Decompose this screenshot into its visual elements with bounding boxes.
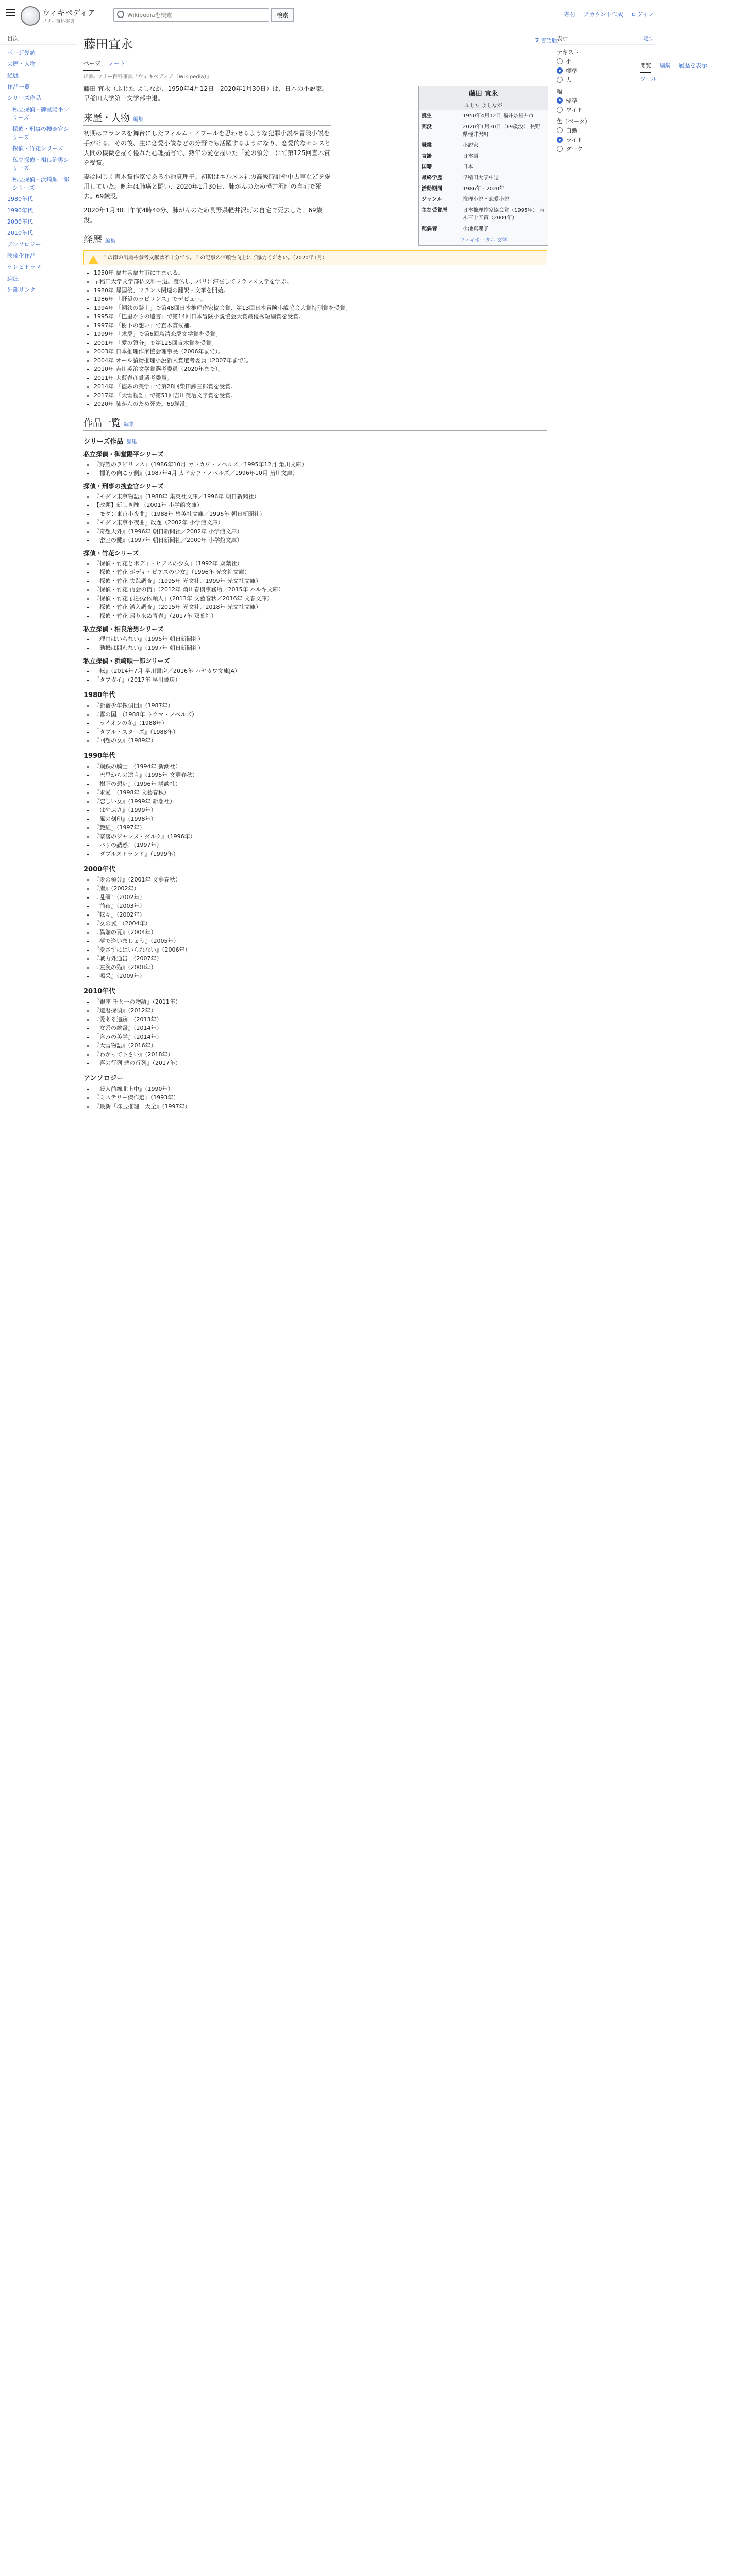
radio-label: ワイド (566, 107, 583, 113)
work-item: • 『艶紅』（1997年） (94, 823, 547, 832)
radio-icon[interactable] (557, 146, 563, 152)
toc-item[interactable]: アンソロジー (7, 241, 41, 248)
career-item: • 1986年 「野望のラビリンス」でデビュー。 (94, 295, 547, 303)
work-item: • 『喜の行列 悲の行列』（2017年） (94, 1059, 547, 1067)
work-item: • 『樹下の想い』（1996年 講談社） (94, 779, 547, 788)
source-line: 出典: フリー百科事典『ウィキペディア（Wikipedia）』 (83, 74, 212, 80)
work-list (83, 667, 547, 684)
login-link[interactable]: ログイン (631, 11, 653, 18)
toc-item[interactable]: 探偵・竹花シリーズ (12, 145, 63, 152)
work-item: • 『ダブルストランド』（1999年） (94, 850, 547, 858)
radio-option[interactable] (557, 66, 655, 75)
work-item: • 『還暦探偵』（2012年） (94, 1006, 547, 1015)
site-name: ウィキペディア (42, 8, 95, 18)
decade-heading: 2010年代 (83, 988, 116, 995)
radio-icon[interactable] (557, 137, 563, 143)
work-item: • 『風の刻印』（1998年） (94, 815, 547, 823)
work-list (83, 460, 547, 478)
search-input[interactable] (126, 10, 262, 20)
radio-label: 自動 (566, 127, 577, 134)
user-links (558, 10, 653, 19)
infobox-value: 1950年4月12日 福井県福井市 (463, 113, 534, 119)
work-item: • 『鋼鉄の騎士』（1994年 新潮社） (94, 762, 547, 771)
work-list (83, 559, 547, 620)
toc-item[interactable]: 私立探偵・浜崎順一郎シリーズ (12, 176, 69, 191)
work-item: • 『探偵・竹花 帰り来ぬ青春』（2017年 双葉社） (94, 612, 547, 620)
work-item: • 『喝采』（2009年） (94, 972, 547, 980)
edit-link[interactable]: 編集 (133, 117, 143, 123)
section-heading-career: 経歴 編集 (83, 232, 547, 247)
career-item: • 2010年 吉川英治文学賞選考委員（2020年まで）。 (94, 365, 547, 374)
career-item: • 2003年 日本推理作家協会理事長（2006年まで）。 (94, 347, 547, 356)
work-item: • 『野望のラビリンス』（1986年10月 カドカワ・ノベルズ／1995年12月 角川文庫） (94, 460, 547, 469)
work-item: • 『探偵・竹花 失踪調査』（1995年 光文社／1999年 光文社文庫） (94, 577, 547, 585)
edit-link[interactable]: 編集 (124, 422, 134, 428)
toc-item[interactable]: 探偵・刑事の捜査官シリーズ (12, 126, 69, 141)
work-item: • 『探偵・竹花 潜入調査』（2015年 光文社／2018年 光文社文庫） (94, 603, 547, 612)
work-item: • 『巴里からの遺言』（1995年 文藝春秋） (94, 771, 547, 779)
globe-icon (21, 6, 40, 26)
radio-label: 標準 (566, 67, 577, 74)
work-item: • 『パリの誘惑』（1997年） (94, 841, 547, 850)
work-item: • 『探偵・竹花 孤独な依頼人』（2013年 文藝春秋／2016年 文春文庫） (94, 594, 547, 603)
infobox-row (419, 150, 548, 161)
work-item: • 『回想の女』（1989年） (94, 736, 547, 745)
infobox-value: 2020年1月30日（69歳没） 長野県軽井沢町 (463, 124, 541, 138)
career-list (83, 268, 547, 409)
work-item: • 『大雪物語』（2016年） (94, 1041, 547, 1050)
section-heading-bio: 来歴・人物 編集 (83, 111, 331, 126)
radio-label: 標準 (566, 97, 577, 104)
series-heading: 探偵・竹花シリーズ (83, 550, 139, 557)
work-list (83, 635, 547, 652)
work-item: • 『戦力外通告』（2007年） (94, 954, 547, 963)
toc-item[interactable]: 2000年代 (7, 218, 33, 225)
decade-heading: 2000年代 (83, 866, 116, 873)
toc-item[interactable]: テレビドラマ (7, 264, 41, 270)
toc-item[interactable]: 経歴 (7, 72, 19, 79)
radio-option[interactable] (557, 76, 655, 84)
infobox-row (419, 110, 548, 121)
infobox-row (419, 193, 548, 204)
radio-label: ダーク (566, 146, 583, 152)
career-item: • 2014年 「盗みの美学」で第28回柴田錬三郎賞を受賞。 (94, 382, 547, 391)
work-item: • 『新宿少年探偵団』（1987年） (94, 701, 547, 710)
infobox-value: 早稲田大学中退 (463, 175, 499, 181)
search-icon (117, 11, 124, 18)
toc-item[interactable]: 来歴・人物 (7, 61, 36, 67)
work-item: • 『ミステリー傑作選』（1993年） (94, 1093, 547, 1102)
appearance-heading: 表示 (557, 35, 568, 42)
infobox-key: 職業 (422, 143, 432, 148)
work-item: • 『モダン東京小夜曲』改題（2002年 小学館文庫） (94, 518, 547, 527)
work-list (83, 701, 547, 745)
work-item: • 『ライオンの冬』（1988年） (94, 719, 547, 727)
infobox-key: 言語 (422, 154, 432, 159)
work-item: • 『はやぶさ』（1999年） (94, 806, 547, 815)
toc-item[interactable]: 私立探偵・御堂陽平シリーズ (12, 106, 69, 121)
work-item: • 『前夜』（2003年） (94, 902, 547, 910)
work-item: • 『異端の夏』（2004年） (94, 928, 547, 937)
work-item: • 『愛さずにはいられない』（2006年） (94, 945, 547, 954)
work-item: • 『タフガイ』（2017年 早川書房） (94, 675, 547, 684)
work-item: • 『奇想天外』（1996年 朝日新聞社／2002年 小学館文庫） (94, 527, 547, 536)
work-item: • 『探偵・竹花 ボディ・ピアスの少女』（1996年 光文社文庫） (94, 568, 547, 577)
warning-icon (88, 255, 98, 264)
bio-paragraph-1: 初期はフランスを舞台にしたフィルム・ノワールを思わせるような犯罪小説や冒険小説を手がける。その後、主に恋愛小説などの分野でも活躍するようになり、恋愛的なセンスと人間の機微を描く優れた心理描写で、熟年の愛を描いた「愛の領分」にて第125回直木賞を受賞。 (83, 130, 331, 166)
search-button[interactable]: 検索 (271, 8, 294, 22)
toc-item[interactable]: 2010年代 (7, 230, 33, 236)
infobox-value: 1986年 - 2020年 (463, 186, 505, 192)
toc-item[interactable]: ページ先頭 (7, 49, 36, 56)
hide-button[interactable]: 隠す (643, 35, 655, 42)
series-heading: 探偵・刑事の捜査官シリーズ (83, 483, 164, 490)
work-item: • 『探偵・竹花 再会の街』（2012年 角川春樹事務所／2015年 ハルキ文庫） (94, 585, 547, 594)
toc-item[interactable]: 作品一覧 (7, 83, 30, 90)
infobox-key: 配偶者 (422, 226, 437, 232)
work-item: • 『最新「珠玉推理」大全』（1997年） (94, 1102, 547, 1111)
tab-page[interactable]: ページ (83, 57, 100, 71)
work-item: • 『乱調』（2002年） (94, 893, 547, 902)
work-item: • 『転々』（2002年） (94, 910, 547, 919)
decade-heading: アンソロジー (83, 1075, 124, 1082)
section-heading-works: 作品一覧 編集 (83, 416, 547, 431)
infobox-key: 国籍 (422, 164, 432, 170)
infobox-row (419, 223, 548, 233)
top-bar (0, 0, 662, 30)
radio-option[interactable] (557, 96, 655, 105)
toc-item[interactable]: 私立探偵・相良治男シリーズ (12, 157, 69, 172)
toc-item[interactable]: シリーズ作品 (7, 95, 41, 101)
work-item: • 『霧の国』（1988年 トクマ・ノベルズ） (94, 710, 547, 719)
work-list (83, 1084, 547, 1111)
toc-item[interactable]: 1980年代 (7, 196, 33, 202)
radio-option[interactable] (557, 106, 655, 114)
work-item: • 『密室の鍵』（1997年 朝日新聞社／2000年 小学館文庫） (94, 536, 547, 545)
work-item: • 『愛ある追跡』（2013年） (94, 1015, 547, 1024)
infobox-value: 推理小説・恋愛小説 (463, 197, 509, 202)
work-list (83, 997, 547, 1067)
work-list (83, 492, 547, 545)
work-item: • 『モダン東京物語』（1988年 集英社文庫／1996年 朝日新聞社） (94, 492, 547, 501)
infobox-value: 小説家 (463, 143, 478, 148)
infobox-row (419, 204, 548, 223)
series-heading: 私立探偵・浜崎順一郎シリーズ (83, 657, 170, 665)
work-item: • 【改題】新しき醜 （2001年 小学館文庫） (94, 501, 547, 510)
decade-heading: 1990年代 (83, 752, 116, 760)
radio-option[interactable] (557, 145, 655, 153)
infobox-row (419, 172, 548, 182)
option-group-label: 幅 (557, 88, 562, 95)
infobox-name: 藤田 宜永 (419, 86, 548, 100)
tab-read[interactable]: 閲覧 (640, 59, 651, 73)
radio-icon[interactable] (557, 77, 563, 83)
radio-icon[interactable] (557, 97, 563, 104)
infobox-row (419, 182, 548, 193)
toc-item[interactable]: 脚注 (7, 275, 19, 282)
work-item: • 『女系の総督』（2014年） (94, 1024, 547, 1032)
decade-heading: 1980年代 (83, 691, 116, 699)
infobox-row (419, 161, 548, 172)
edit-link[interactable]: 編集 (126, 439, 137, 445)
work-item: • 『夢で逢いましょう』（2005年） (94, 937, 547, 945)
career-item: • 1950年 福井県福井市に生まれる。 (94, 268, 547, 277)
career-item: • 2020年 肺がんのため死去。69歳没。 (94, 400, 547, 409)
language-button[interactable]: 7 言語版 (535, 37, 558, 44)
infobox-key: 死没 (422, 124, 432, 130)
option-group-label: テキスト (557, 49, 579, 56)
toc-heading: 目次 (0, 30, 77, 45)
radio-option[interactable] (557, 57, 655, 65)
bio-paragraph-2: 妻は同じく直木賞作家である小池真理子。初期はエルメス社の高級時計や中古車などを愛用していた。晩年は肺癌と闘い、2020年1月30日、肺がんのため軽井沢町の自宅で死去。69歳没。 (83, 173, 331, 200)
tab-history[interactable]: 履歴を表示 (679, 62, 707, 69)
work-item: • 『左腕の猫』（2008年） (94, 963, 547, 972)
infobox-value: 日本推理作家協会賞（1995年） 直木三十五賞（2001年） (463, 208, 545, 221)
edit-link[interactable]: 編集 (105, 239, 115, 244)
radio-icon[interactable] (557, 107, 563, 113)
donate-link[interactable]: 寄付 (564, 11, 576, 18)
portal-link[interactable]: ウィキポータル 文学 (459, 238, 508, 243)
bio-paragraph-3: 2020年1月30日午前4時40分、肺がんのため長野県軽井沢町の自宅で死去した。69歳没。 (83, 207, 323, 224)
work-item: • 『盗みの美学』（2014年） (94, 1032, 547, 1041)
toc-item[interactable]: 映像化作品 (7, 252, 36, 259)
work-item: • 『虜』（2002年） (94, 884, 547, 893)
work-item: • 『動機は問わない』（1997年 朝日新聞社） (94, 643, 547, 652)
search-box (113, 8, 269, 22)
work-item: • 『殺人前線北上中』（1990年） (94, 1084, 547, 1093)
infobox-value: 小池真理子 (463, 226, 489, 232)
work-item: • 『探偵・竹花とボディ・ピアスの少女』（1992年 双葉社） (94, 559, 547, 568)
radio-icon[interactable] (557, 127, 563, 133)
infobox-key: 主な受賞歴 (422, 208, 447, 213)
infobox-key: ジャンル (422, 197, 442, 202)
career-item: • 早稲田大学文学部仏文科中退。渡仏し、パリに滞在してフランス文学を学ぶ。 (94, 277, 547, 286)
option-group-label: 色（ベータ） (557, 118, 591, 125)
work-item: • 『理由はいらない』（1995年 朝日新聞社） (94, 635, 547, 643)
intro-paragraph: 藤田 宜永（ふじた よしなが、1950年4月12日 - 2020年1月30日）は、日本の小説家。早稲田大学第一文学部中退。 (83, 85, 328, 102)
series-heading: 私立探偵・御堂陽平シリーズ (83, 451, 164, 458)
radio-option[interactable] (557, 135, 655, 144)
career-item: • 2001年 「愛の領分」で第125回直木賞を受賞。 (94, 338, 547, 347)
subsection-heading-series: シリーズ作品 編集 (83, 438, 137, 446)
infobox-key: 最終学歴 (422, 175, 442, 181)
work-list (83, 875, 547, 980)
radio-label: 小 (566, 58, 572, 65)
toc-item[interactable]: 外部リンク (7, 286, 36, 293)
infobox-reading: ふじた よしなが (419, 100, 548, 110)
infobox-key: 誕生 (422, 113, 432, 119)
create-account-link[interactable]: アカウント作成 (583, 11, 624, 18)
toc-sidebar (0, 30, 77, 295)
career-item: • 2017年 「大雪物語」で第51回吉川英治文学賞を受賞。 (94, 391, 547, 400)
work-item: • 『求愛』（1998年 文藝春秋） (94, 788, 547, 797)
tab-tools[interactable]: ツール (640, 76, 657, 82)
series-heading: 私立探偵・相良治男シリーズ (83, 625, 164, 633)
career-item: • 1999年 「求愛」で第6回島清恋愛文学賞を受賞。 (94, 330, 547, 338)
work-item: • 『わかって下さい』（2018年） (94, 1050, 547, 1059)
citation-notice: この節の出典や参考文献は不十分です。この記事の信頼性向上にご協力ください。（2020年1月） (83, 250, 547, 265)
site-logo[interactable] (21, 4, 103, 26)
tab-talk[interactable]: ノート (108, 60, 125, 67)
work-item: • 『タブル・スターズ』（1988年） (94, 727, 547, 736)
infobox-value: 日本 (463, 164, 473, 170)
infobox (418, 86, 548, 246)
page-title: 藤田宜永 (83, 37, 133, 52)
career-item: • 2004年 オール讀物推理小説新人賞選考委員（2007年まで）。 (94, 356, 547, 365)
toc-item[interactable]: 1990年代 (7, 207, 33, 214)
career-item: • 1997年 「樹下の想い」で直木賞候補。 (94, 321, 547, 330)
radio-option[interactable] (557, 126, 655, 134)
radio-icon[interactable] (557, 58, 563, 64)
career-item: • 1995年 「巴里からの遺言」で第14回日本冒険小説協会大賞最優秀短編賞を受賞。 (94, 312, 547, 321)
infobox-key: 活動期間 (422, 186, 442, 192)
career-item: • 2011年 大藪春彦賞選考委員。 (94, 374, 547, 382)
radio-label: 大 (566, 77, 572, 83)
radio-icon[interactable] (557, 67, 563, 74)
infobox-row (419, 139, 548, 150)
work-item: • 『標的の向こう側』（1987年4月 カドカワ・ノベルズ／1996年10月 角川文庫） (94, 469, 547, 478)
career-item: • 1994年 「鋼鉄の騎士」で第48回日本推理作家協会賞、第13回日本冒険小説協会大賞特別賞を受賞。 (94, 303, 547, 312)
work-item: • 『愛の領分』（2001年 文藝春秋） (94, 875, 547, 884)
tab-edit[interactable]: 編集 (659, 62, 671, 69)
work-item: • 『銀座 千と一の物語』（2011年） (94, 997, 547, 1006)
appearance-panel (557, 32, 655, 154)
infobox-table (419, 110, 548, 233)
work-item: • 『奈落のジャンヌ・ダルク』（1996年） (94, 832, 547, 841)
work-list (83, 762, 547, 858)
infobox-row (419, 121, 548, 139)
work-item: • 『モダン東京小夜曲』（1988年 集英社文庫／1996年 朝日新聞社） (94, 510, 547, 518)
infobox-value: 日本語 (463, 154, 478, 159)
work-item: • 『恋しい女』（1999年 新潮社） (94, 797, 547, 806)
menu-icon[interactable] (6, 9, 15, 16)
work-item: • 『女の翼』（2004年） (94, 919, 547, 928)
work-item: • 『転』（2014年7月 早川書房／2016年 ハヤカワ文庫JA） (94, 667, 547, 675)
site-tagline: フリー百科事典 (42, 19, 75, 24)
career-item: • 1980年 帰国後、フランス関連の翻訳・文筆を開始。 (94, 286, 547, 295)
radio-label: ライト (566, 137, 583, 143)
